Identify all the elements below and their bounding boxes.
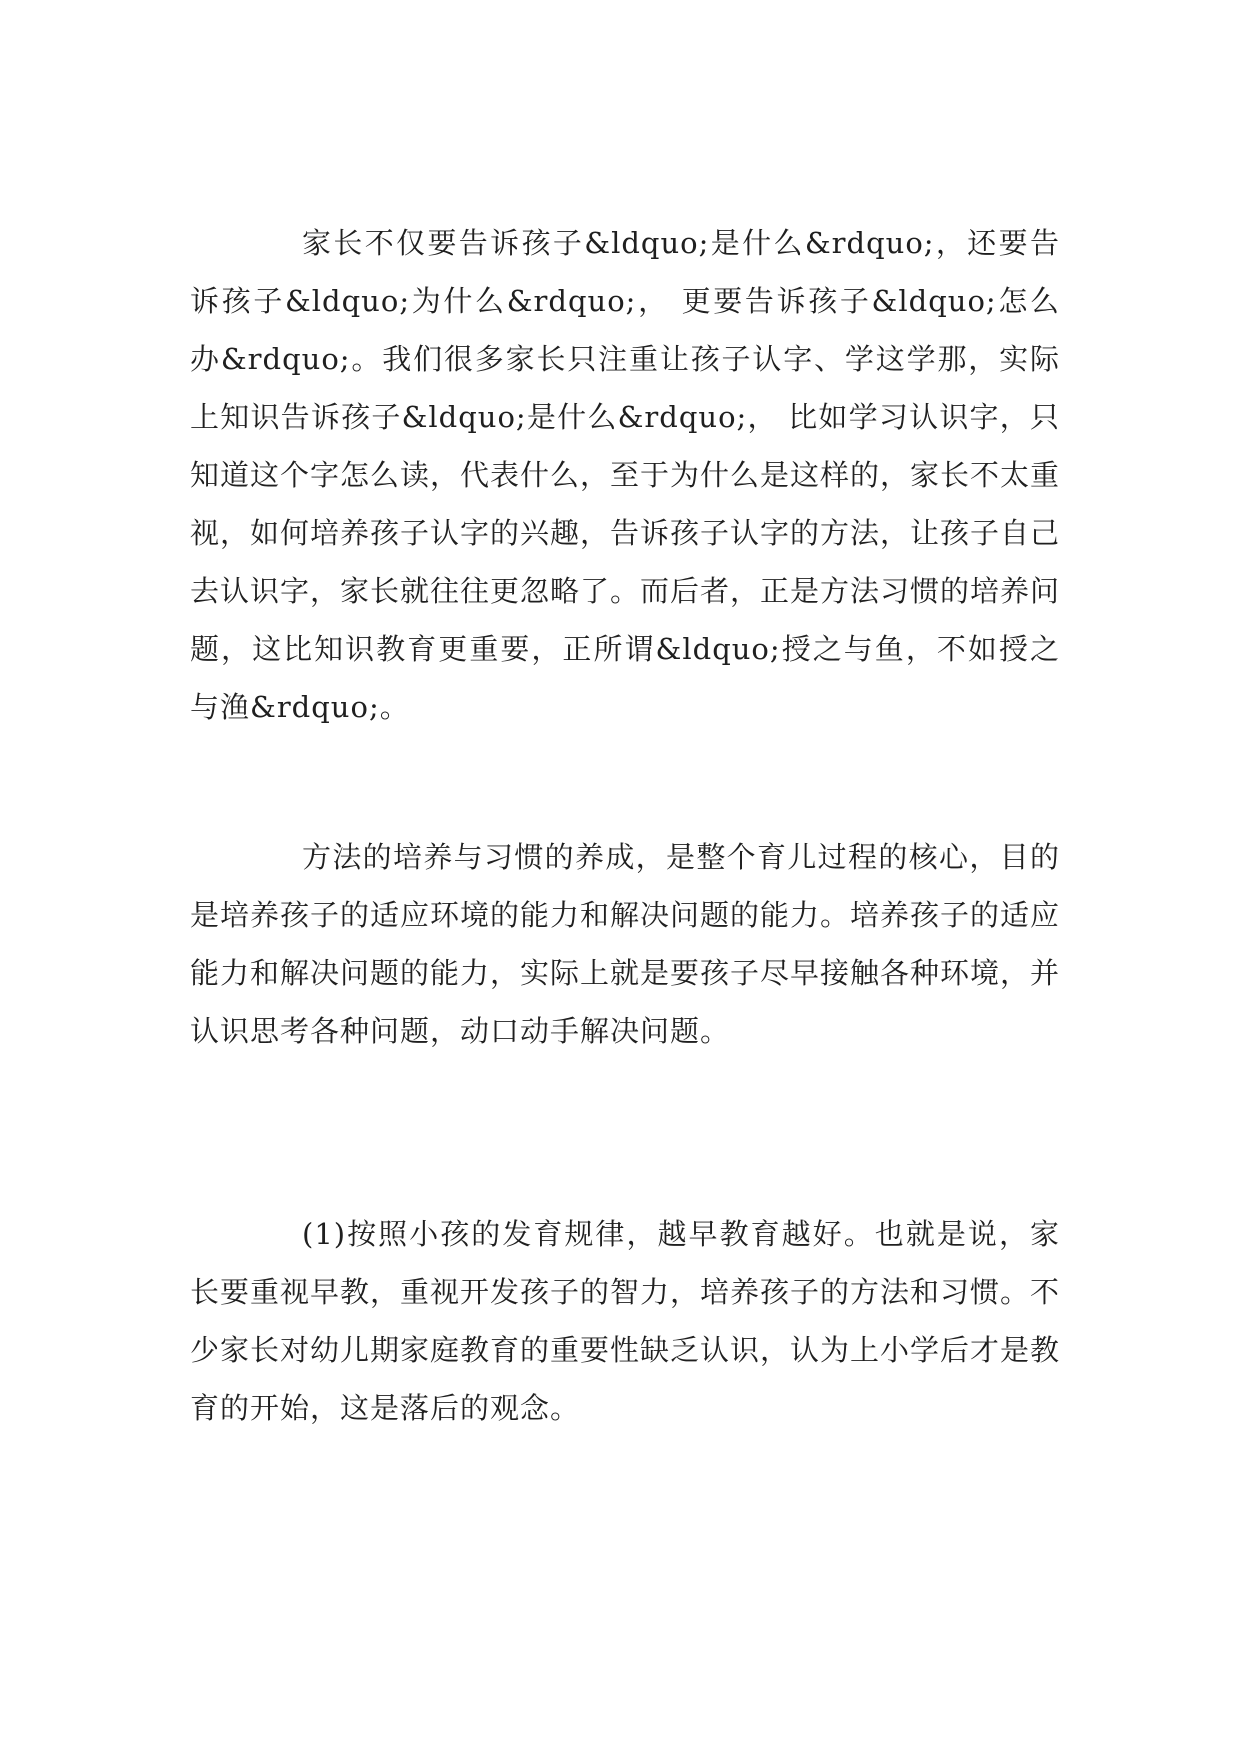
paragraph-1: 家长不仅要告诉孩子&ldquo;是什么&rdquo;，还要告诉孩子&ldquo;为什么&rdquo;， 更要告诉孩子&ldquo;怎么办&rdquo;。我们很多家长只注重让孩子认字、学这学那，实际上知识告诉孩子&ldquo;是什么&rdquo;， 比如学习认识字，只知道这个字怎么读，代表什么，至于为什么是这样的，家长不太重视，如何培养孩子认字的兴趣，告诉孩子认字的方法，让孩子自己去认识字，家长就往往更忽略了。而后者，正是方法习惯的培养问题，这比知识教育更重要，正所谓&ldquo;授之与鱼，不如授之与渔&rdquo;。 xyxy=(190,226,1061,724)
paragraph-3: (1)按照小孩的发育规律，越早教育越好。也就是说，家长要重视早教，重视开发孩子的智力，培养孩子的方法和习惯。不少家长对幼儿期家庭教育的重要性缺乏认识，认为上小学后才是教育的开始，这是落后的观念。 xyxy=(190,1217,1061,1425)
paragraph-2: 方法的培养与习惯的养成，是整个育儿过程的核心，目的是培养孩子的适应环境的能力和解决问题的能力。培养孩子的适应能力和解决问题的能力，实际上就是要孩子尽早接触各种环境，并认识思考各种问题，动口动手解决问题。 xyxy=(190,840,1061,1048)
